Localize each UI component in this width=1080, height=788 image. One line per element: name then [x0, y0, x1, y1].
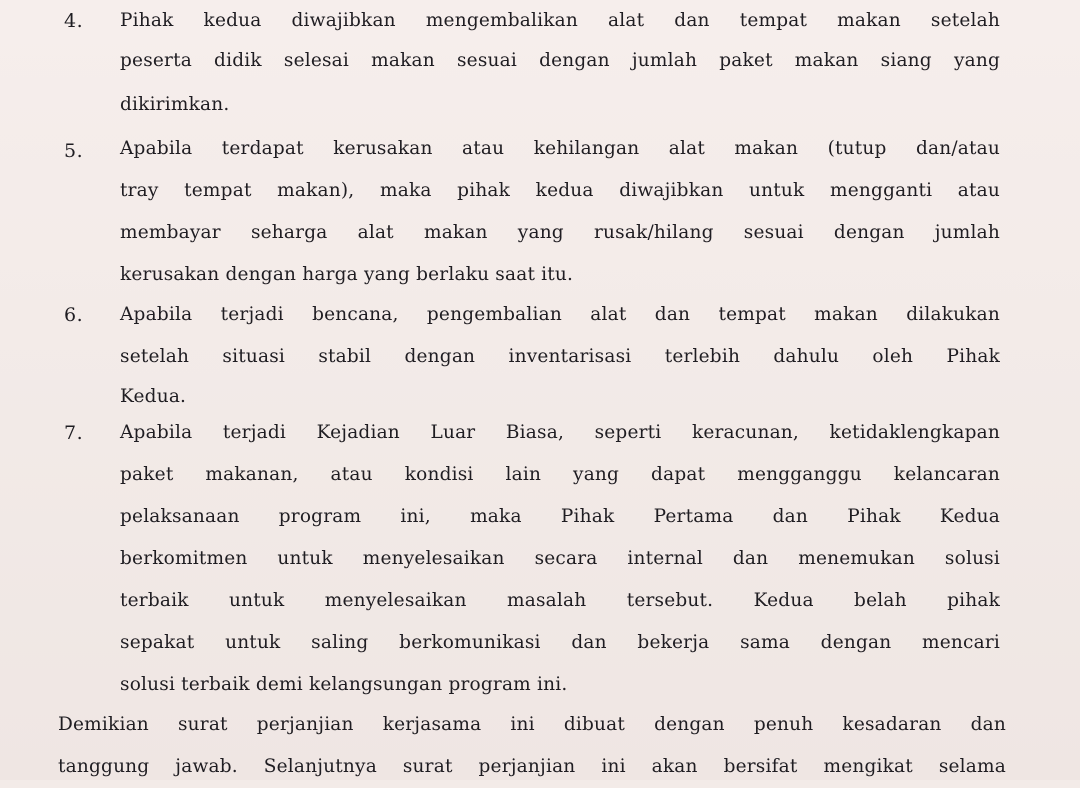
item-text-line: Apabila terjadi bencana, pengembalian alat dan tempat makan dilakukan [120, 304, 1000, 325]
item-text-line: solusi terbaik demi kelangsungan program ini. [120, 674, 568, 695]
item-text-line: sepakat untuk saling berkomunikasi dan bekerja sama dengan mencari [120, 632, 1000, 653]
item-number: 6. [64, 304, 84, 326]
closing-text-line: tanggung jawab. Selanjutnya surat perjanjian ini akan bersifat mengikat selama [58, 756, 1006, 777]
item-number: 5. [64, 140, 84, 162]
closing-text-line: Demikian surat perjanjian kerjasama ini dibuat dengan penuh kesadaran dan [58, 714, 1006, 735]
item-text-line: tray tempat makan), maka pihak kedua diwajibkan untuk mengganti atau [120, 180, 1000, 201]
item-text-line: membayar seharga alat makan yang rusak/hilang sesuai dengan jumlah [120, 222, 1000, 243]
item-text-line: pelaksanaan program ini, maka Pihak Pertama dan Pihak Kedua [120, 506, 1000, 527]
item-text-line: Apabila terdapat kerusakan atau kehilangan alat makan (tutup dan/atau [120, 138, 1000, 159]
item-text-line: setelah situasi stabil dengan inventarisasi terlebih dahulu oleh Pihak [120, 346, 1000, 367]
item-text-line: paket makanan, atau kondisi lain yang dapat mengganggu kelancaran [120, 464, 1000, 485]
item-number: 4. [64, 10, 84, 32]
item-text-line: peserta didik selesai makan sesuai dengan jumlah paket makan siang yang [120, 50, 1000, 71]
item-text-line: terbaik untuk menyelesaikan masalah tersebut. Kedua belah pihak [120, 590, 1000, 611]
item-text-line: kerusakan dengan harga yang berlaku saat itu. [120, 264, 574, 285]
item-text-line: Pihak kedua diwajibkan mengembalikan alat dan tempat makan setelah [120, 10, 1000, 31]
item-text-line: berkomitmen untuk menyelesaikan secara internal dan menemukan solusi [120, 548, 1000, 569]
item-text-line: dikirimkan. [120, 94, 230, 115]
item-text-line: Kedua. [120, 386, 187, 407]
item-number: 7. [64, 422, 84, 444]
item-text-line: Apabila terjadi Kejadian Luar Biasa, seperti keracunan, ketidaklengkapan [120, 422, 1000, 443]
